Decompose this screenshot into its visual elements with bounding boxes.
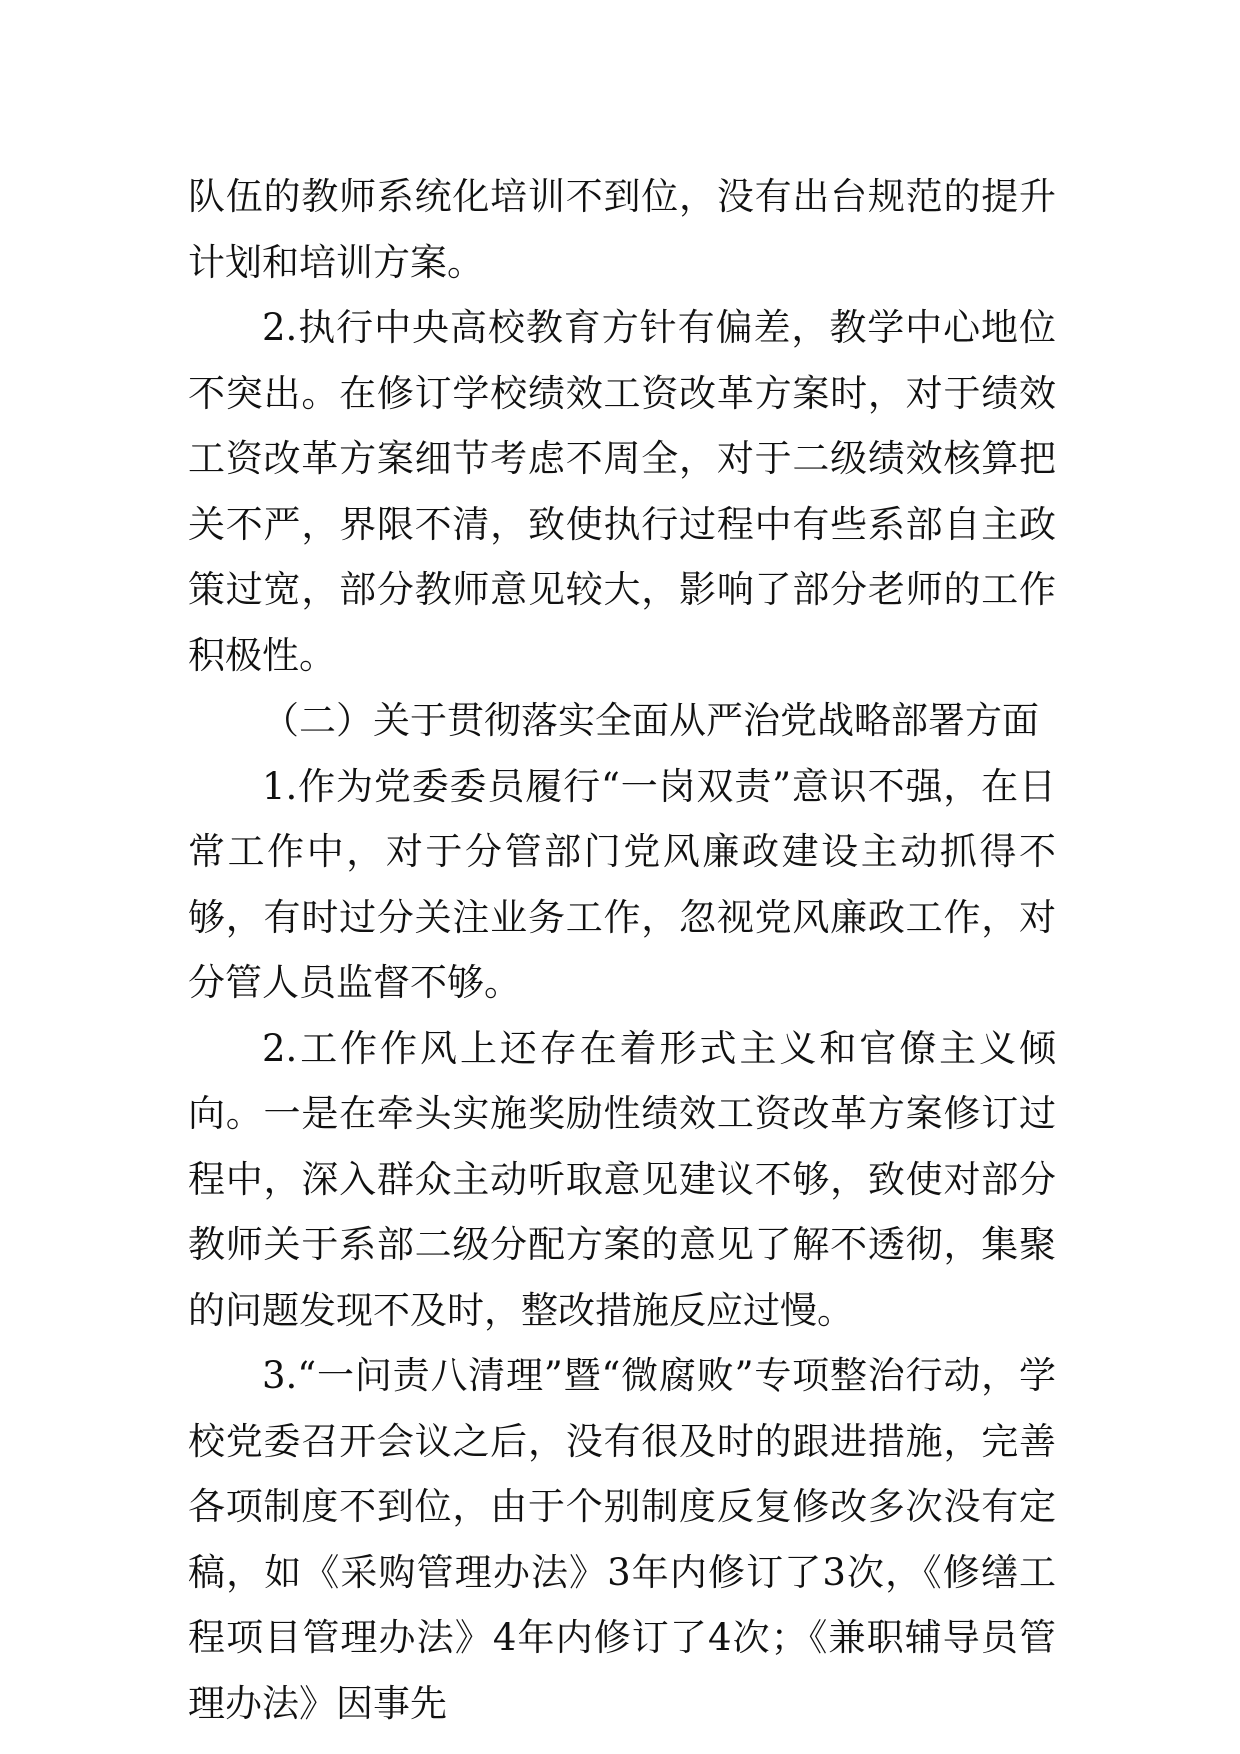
paragraph-item-1-responsibility: 1.作为党委委员履行“一岗双责”意识不强，在日常工作中，对于分管部门党风廉政建设主动抓得不够，有时过分关注业务工作，忽视党风廉政工作，对分管人员监督不够。 [188, 764, 1056, 1004]
section-heading: （二）关于贯彻落实全面从严治党战略部署方面 [262, 699, 1039, 742]
paragraph-item-2-work-style: 2.工作作风上还存在着形式主义和官僚主义倾向。一是在牵头实施奖励性绩效工资改革方案修订过程中，深入群众主动听取意见建议不够，致使对部分教师关于系部二级分配方案的意见了解不透彻，集聚的问题发现不及时，整改措施反应过慢。 [188, 1026, 1056, 1332]
paragraph-item-3-rectification: 3.“一问责八清理”暨“微腐败”专项整治行动，学校党委召开会议之后，没有很及时的跟进措施，完善各项制度不到位，由于个别制度反复修改多次没有定稿，如《采购管理办法》3年内修订了3次，《修缮工程项目管理办法》4年内修订了4次；《兼职辅导员管理办法》因事先 [188, 1354, 1056, 1725]
paragraph-continuation: 队伍的教师系统化培训不到位，没有出台规范的提升计划和培训方案。 [188, 175, 1056, 284]
document-body [188, 164, 1056, 1736]
paragraph-item-2-teaching: 2.执行中央高校教育方针有偏差，教学中心地位不突出。在修订学校绩效工资改革方案时，对于绩效工资改革方案细节考虑不周全，对于二级绩效核算把关不严，界限不清，致使执行过程中有些系部自主政策过宽，部分教师意见较大，影响了部分老师的工作积极性。 [188, 306, 1056, 677]
